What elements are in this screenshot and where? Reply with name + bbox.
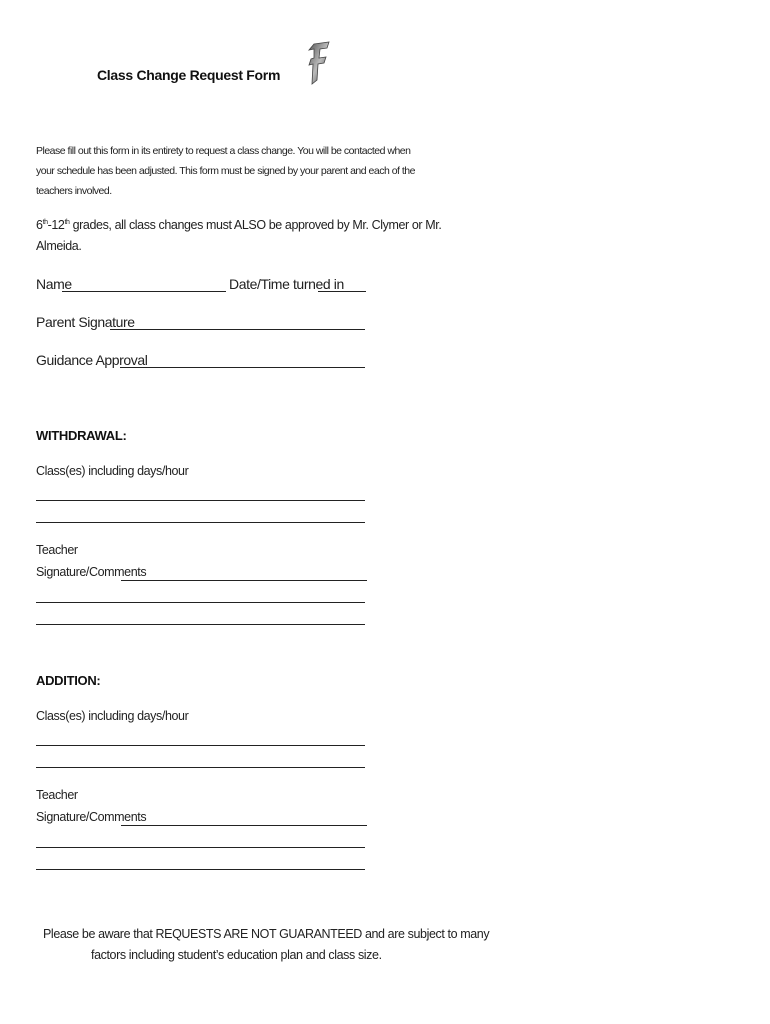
addition-classes-line-1[interactable] — [36, 745, 365, 746]
page-title: Class Change Request Form — [97, 67, 281, 83]
grades-note-line-1: 6th-12th grades, all class changes must ALSO be approved by Mr. Clymer or Mr. — [36, 218, 442, 232]
school-logo — [303, 40, 333, 88]
footer-note-line-2: factors including student’s education plan and class size. — [91, 948, 382, 962]
addition-signature-label: Signature/Comments — [36, 810, 147, 824]
intro-line-2: your schedule has been adjusted. This form must be signed by your parent and each of the — [36, 165, 415, 177]
addition-comments-line-2[interactable] — [36, 869, 365, 870]
withdrawal-comments-line-1[interactable] — [36, 602, 365, 603]
parent-signature-field[interactable] — [110, 329, 365, 330]
name-label: Name — [36, 276, 72, 292]
grades-note-line-2: Almeida. — [36, 239, 82, 253]
addition-classes-line-2[interactable] — [36, 767, 365, 768]
guidance-approval-label: Guidance Approval — [36, 352, 148, 368]
withdrawal-classes-label: Class(es) including days/hour — [36, 464, 189, 478]
addition-classes-label: Class(es) including days/hour — [36, 709, 189, 723]
withdrawal-classes-line-2[interactable] — [36, 522, 365, 523]
withdrawal-heading: WITHDRAWAL: — [36, 428, 127, 443]
guidance-approval-field[interactable] — [120, 367, 365, 368]
intro-line-1: Please fill out this form in its entirety to request a class change. You will be contacted when — [36, 145, 411, 157]
withdrawal-teacher-label: Teacher — [36, 543, 78, 557]
withdrawal-signature-label: Signature/Comments — [36, 565, 147, 579]
datetime-label: Date/Time turned in — [229, 276, 344, 292]
withdrawal-comments-line-2[interactable] — [36, 624, 365, 625]
withdrawal-classes-line-1[interactable] — [36, 500, 365, 501]
addition-heading: ADDITION: — [36, 673, 101, 688]
datetime-field[interactable] — [318, 291, 366, 292]
name-field[interactable] — [62, 291, 226, 292]
intro-line-3: teachers involved. — [36, 185, 112, 197]
addition-comments-line-1[interactable] — [36, 847, 365, 848]
withdrawal-signature-field[interactable] — [121, 580, 367, 581]
parent-signature-label: Parent Signature — [36, 314, 135, 330]
footer-note-line-1: Please be aware that REQUESTS ARE NOT GUARANTEED and are subject to many — [43, 927, 490, 941]
addition-signature-field[interactable] — [121, 825, 367, 826]
addition-teacher-label: Teacher — [36, 788, 78, 802]
